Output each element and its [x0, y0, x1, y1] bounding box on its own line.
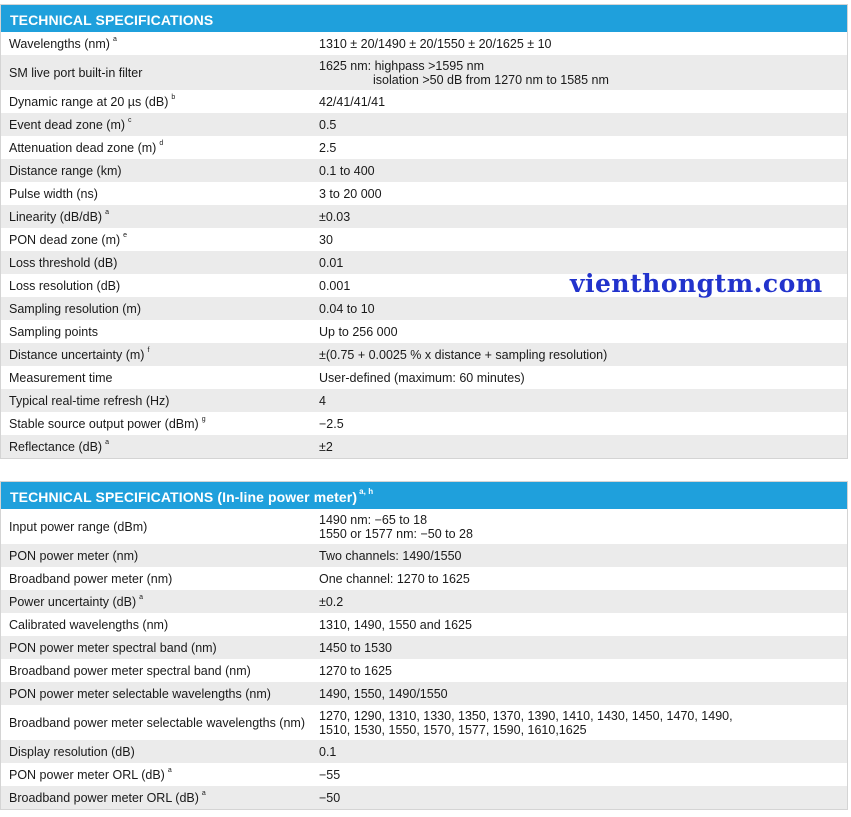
table-row [1, 705, 847, 740]
table-row [1, 320, 847, 343]
spec-label-text: Dynamic range at 20 µs (dB) [9, 94, 169, 109]
spec-label [1, 159, 311, 182]
spec-label [1, 136, 311, 159]
spec-value-line: 1490, 1550, 1490/1550 [319, 686, 448, 701]
spec-value-line: isolation >50 dB from 1270 nm to 1585 nm [373, 72, 609, 87]
spec-value-line: 1270, 1290, 1310, 1330, 1350, 1370, 1390, 1410, 1430, 1450, 1470, 1490, [319, 708, 733, 723]
spec-label [1, 544, 311, 567]
spec-label [1, 636, 311, 659]
table-row [1, 786, 847, 809]
spec-value [311, 343, 847, 366]
spec-value-line: −2.5 [319, 416, 344, 431]
spec-label-text: PON power meter spectral band (nm) [9, 640, 217, 655]
spec-label-text: PON dead zone (m) [9, 232, 121, 247]
spec-value [311, 740, 847, 763]
spec-label-text: Linearity (dB/dB) [9, 209, 103, 224]
spec-label [1, 435, 311, 458]
spec-value-line: 1625 nm: highpass >1595 nm [319, 58, 485, 73]
spec-label-text: Reflectance (dB) [9, 439, 103, 454]
spec-value [311, 590, 847, 613]
spec-label-text: Calibrated wavelengths (nm) [9, 617, 169, 632]
spec-value-line: 4 [319, 393, 326, 408]
spec-value-line: 1490 nm: −65 to 18 [319, 512, 428, 527]
table-row [1, 136, 847, 159]
footnote-marker: a [139, 594, 144, 601]
spec-label-text: PON power meter ORL (dB) [9, 767, 165, 782]
spec-value [311, 763, 847, 786]
spec-label-text: Sampling points [9, 324, 98, 339]
table-row [1, 636, 847, 659]
footnote-marker: a [112, 36, 117, 43]
spec-label [1, 682, 311, 705]
watermark: vienthongtm.com [570, 269, 823, 298]
footnote-marker: g [201, 416, 206, 423]
table-row [1, 682, 847, 705]
table-row [1, 113, 847, 136]
spec-label-text: Sampling resolution (m) [9, 301, 141, 316]
spec-label-text: Pulse width (ns) [9, 186, 98, 201]
footnote-marker: c [128, 117, 132, 124]
spec-value-line: User-defined (maximum: 60 minutes) [319, 370, 525, 385]
table-row [1, 90, 847, 113]
footnote-marker: f [147, 347, 150, 354]
section-title: TECHNICAL SPECIFICATIONS (In-line power meter) $^{a, h}$ [1, 482, 847, 509]
spec-value [311, 613, 847, 636]
table-row [1, 343, 847, 366]
spec-label-text: Display resolution (dB) [9, 744, 135, 759]
spec-label-text: Distance uncertainty (m) [9, 347, 145, 362]
spec-value [311, 320, 847, 343]
spec-label-text: Broadband power meter (nm) [9, 571, 173, 586]
table-row [1, 32, 847, 55]
spec-value-line: ±0.03 [319, 209, 351, 224]
spec-value-line: ±2 [319, 439, 333, 454]
spec-label [1, 274, 311, 297]
table-row [1, 567, 847, 590]
spec-label-text: PON power meter selectable wavelengths (nm) [9, 686, 271, 701]
spec-label [1, 343, 311, 366]
table-row [1, 613, 847, 636]
table-row [1, 228, 847, 251]
spec-value-line: 1450 to 1530 [319, 640, 392, 655]
spec-value-line: 1550 or 1577 nm: −50 to 28 [319, 526, 473, 541]
table-row [1, 182, 847, 205]
spec-label-text: PON power meter (nm) [9, 548, 139, 563]
spec-value [311, 90, 847, 113]
footnote-marker: b [171, 94, 176, 101]
spec-value [311, 705, 847, 740]
spec-value [311, 636, 847, 659]
spec-rows [1, 509, 847, 809]
footnote-marker: a [167, 767, 172, 774]
spec-value-line: 1310 ± 20/1490 ± 20/1550 ± 20/1625 ± 10 [319, 36, 552, 51]
spec-value [311, 113, 847, 136]
spec-label-text: Broadband power meter spectral band (nm) [9, 663, 251, 678]
spec-value [311, 567, 847, 590]
spec-value-line: 0.01 [319, 255, 344, 270]
table-row [1, 740, 847, 763]
spec-label [1, 228, 311, 251]
spec-value-line: ±0.2 [319, 594, 344, 609]
spec-value [311, 182, 847, 205]
spec-value-line: 0.04 to 10 [319, 301, 375, 316]
spec-label [1, 32, 311, 55]
spec-label [1, 659, 311, 682]
spec-label-text: Input power range (dBm) [9, 519, 148, 534]
spec-value-line: 1270 to 1625 [319, 663, 392, 678]
footnote-marker: d [159, 140, 164, 147]
spec-label-text: Stable source output power (dBm) [9, 416, 199, 431]
spec-label [1, 613, 311, 636]
spec-label [1, 113, 311, 136]
spec-label-text: Distance range (km) [9, 163, 122, 178]
table-row [1, 205, 847, 228]
spec-value [311, 435, 847, 458]
spec-label [1, 740, 311, 763]
spec-label [1, 297, 311, 320]
spec-value-line: 30 [319, 232, 333, 247]
spec-value [311, 366, 847, 389]
spec-value-line: 2.5 [319, 140, 337, 155]
spec-value-line: 1310, 1490, 1550 and 1625 [319, 617, 472, 632]
table-row [1, 590, 847, 613]
spec-value-line: 0.5 [319, 117, 337, 132]
spec-label [1, 90, 311, 113]
spec-label-text: Loss threshold (dB) [9, 255, 118, 270]
table-row [1, 412, 847, 435]
spec-label [1, 786, 311, 809]
spec-value [311, 297, 847, 320]
spec-value [311, 159, 847, 182]
spec-value [311, 659, 847, 682]
spec-label [1, 389, 311, 412]
spec-value-line: −50 [319, 790, 341, 805]
table-row [1, 55, 847, 90]
spec-label [1, 320, 311, 343]
spec-value [311, 136, 847, 159]
spec-rows [1, 32, 847, 458]
spec-label [1, 567, 311, 590]
footnote-marker: a [105, 439, 110, 446]
spec-label-text: Wavelengths (nm) [9, 36, 110, 51]
footnote-marker: a [105, 209, 110, 216]
spec-value-line: 0.1 [319, 744, 337, 759]
spec-label [1, 205, 311, 228]
spec-value-line: 42/41/41/41 [319, 94, 386, 109]
title-footnote: a, h [359, 487, 374, 497]
spec-value-line: Up to 256 000 [319, 324, 398, 339]
spec-label-text: Broadband power meter selectable wavelengths (nm) [9, 715, 305, 730]
spec-value [311, 32, 847, 55]
spec-label-text: Measurement time [9, 370, 113, 385]
spec-value-line: Two channels: 1490/1550 [319, 548, 462, 563]
section-title: TECHNICAL SPECIFICATIONS [1, 5, 847, 32]
spec-value [311, 205, 847, 228]
spec-label [1, 366, 311, 389]
footnote-marker: e [123, 232, 128, 239]
table-row [1, 389, 847, 412]
spec-value-line: 3 to 20 000 [319, 186, 382, 201]
table-row [1, 366, 847, 389]
inline-power-meter-table [0, 481, 848, 810]
spec-value [311, 55, 847, 90]
footnote-marker: a [201, 790, 206, 797]
table-row [1, 297, 847, 320]
spec-label-text: SM live port built-in filter [9, 65, 143, 80]
spec-value-line: One channel: 1270 to 1625 [319, 571, 470, 586]
table-row [1, 659, 847, 682]
spec-label-text: Typical real-time refresh (Hz) [9, 393, 170, 408]
spec-label-text: Event dead zone (m) [9, 117, 126, 132]
spec-label [1, 705, 311, 740]
technical-specifications-table [0, 4, 848, 459]
spec-label [1, 182, 311, 205]
spec-label [1, 251, 311, 274]
spec-value [311, 412, 847, 435]
spec-label-text: Power uncertainty (dB) [9, 594, 137, 609]
table-row [1, 763, 847, 786]
spec-label-text: Broadband power meter ORL (dB) [9, 790, 199, 805]
spec-label [1, 412, 311, 435]
spec-value-line: 0.1 to 400 [319, 163, 375, 178]
spec-label [1, 509, 311, 544]
spec-label-text: Loss resolution (dB) [9, 278, 121, 293]
table-row [1, 544, 847, 567]
table-row [1, 509, 847, 544]
spec-value-line: ±(0.75 + 0.0025 % x distance + sampling resolution) [319, 347, 608, 362]
spec-value-line: −55 [319, 767, 341, 782]
spec-value [311, 389, 847, 412]
spec-value [311, 228, 847, 251]
spec-value [311, 544, 847, 567]
spec-value-line: 0.001 [319, 278, 351, 293]
spec-label-text: Attenuation dead zone (m) [9, 140, 157, 155]
spec-label [1, 763, 311, 786]
table-row [1, 435, 847, 458]
spec-label [1, 590, 311, 613]
spec-value [311, 682, 847, 705]
table-row [1, 159, 847, 182]
spec-value-line: 1510, 1530, 1550, 1570, 1577, 1590, 1610,1625 [319, 722, 587, 737]
spec-value [311, 786, 847, 809]
spec-label [1, 55, 311, 90]
spec-value [311, 509, 847, 544]
